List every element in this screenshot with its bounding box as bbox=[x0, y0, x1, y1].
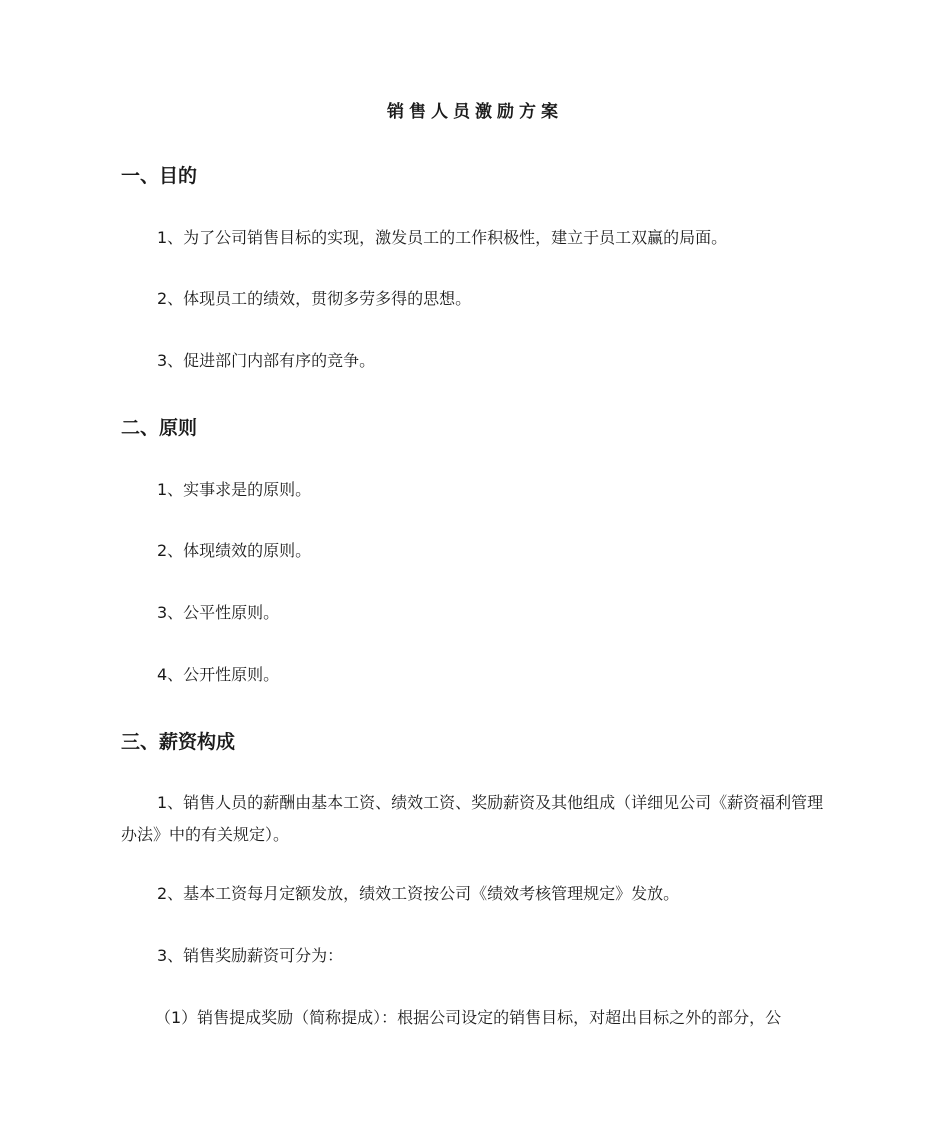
paragraph: 1、销售人员的薪酬由基本工资、绩效工资、奖励薪资及其他组成（详细见公司《薪资福利管理办法》中的有关规定）。 bbox=[121, 793, 824, 844]
document-title: 销售人员激励方案 bbox=[387, 102, 563, 122]
section-heading-purpose: 一、目的 bbox=[121, 165, 198, 187]
paragraph: 2、体现绩效的原则。 bbox=[157, 541, 312, 560]
section-heading-principles: 二、原则 bbox=[121, 417, 198, 439]
paragraph: 1、为了公司销售目标的实现，激发员工的工作积极性，建立于员工双赢的局面。 bbox=[157, 228, 728, 247]
paragraph: （1）销售提成奖励（简称提成）：根据公司设定的销售目标，对超出目标之外的部分，公 bbox=[155, 1008, 782, 1027]
paragraph: 3、公平性原则。 bbox=[157, 603, 280, 622]
paragraph: 3、销售奖励薪资可分为： bbox=[157, 946, 344, 965]
paragraph: 1、实事求是的原则。 bbox=[157, 480, 312, 499]
section-heading-salary-structure: 三、薪资构成 bbox=[121, 731, 236, 753]
paragraph: 2、体现员工的绩效，贯彻多劳多得的思想。 bbox=[157, 289, 472, 308]
paragraph: 4、公开性原则。 bbox=[157, 665, 280, 684]
paragraph: 2、基本工资每月定额发放，绩效工资按公司《绩效考核管理规定》发放。 bbox=[157, 884, 680, 903]
paragraph: 3、促进部门内部有序的竞争。 bbox=[157, 351, 376, 370]
